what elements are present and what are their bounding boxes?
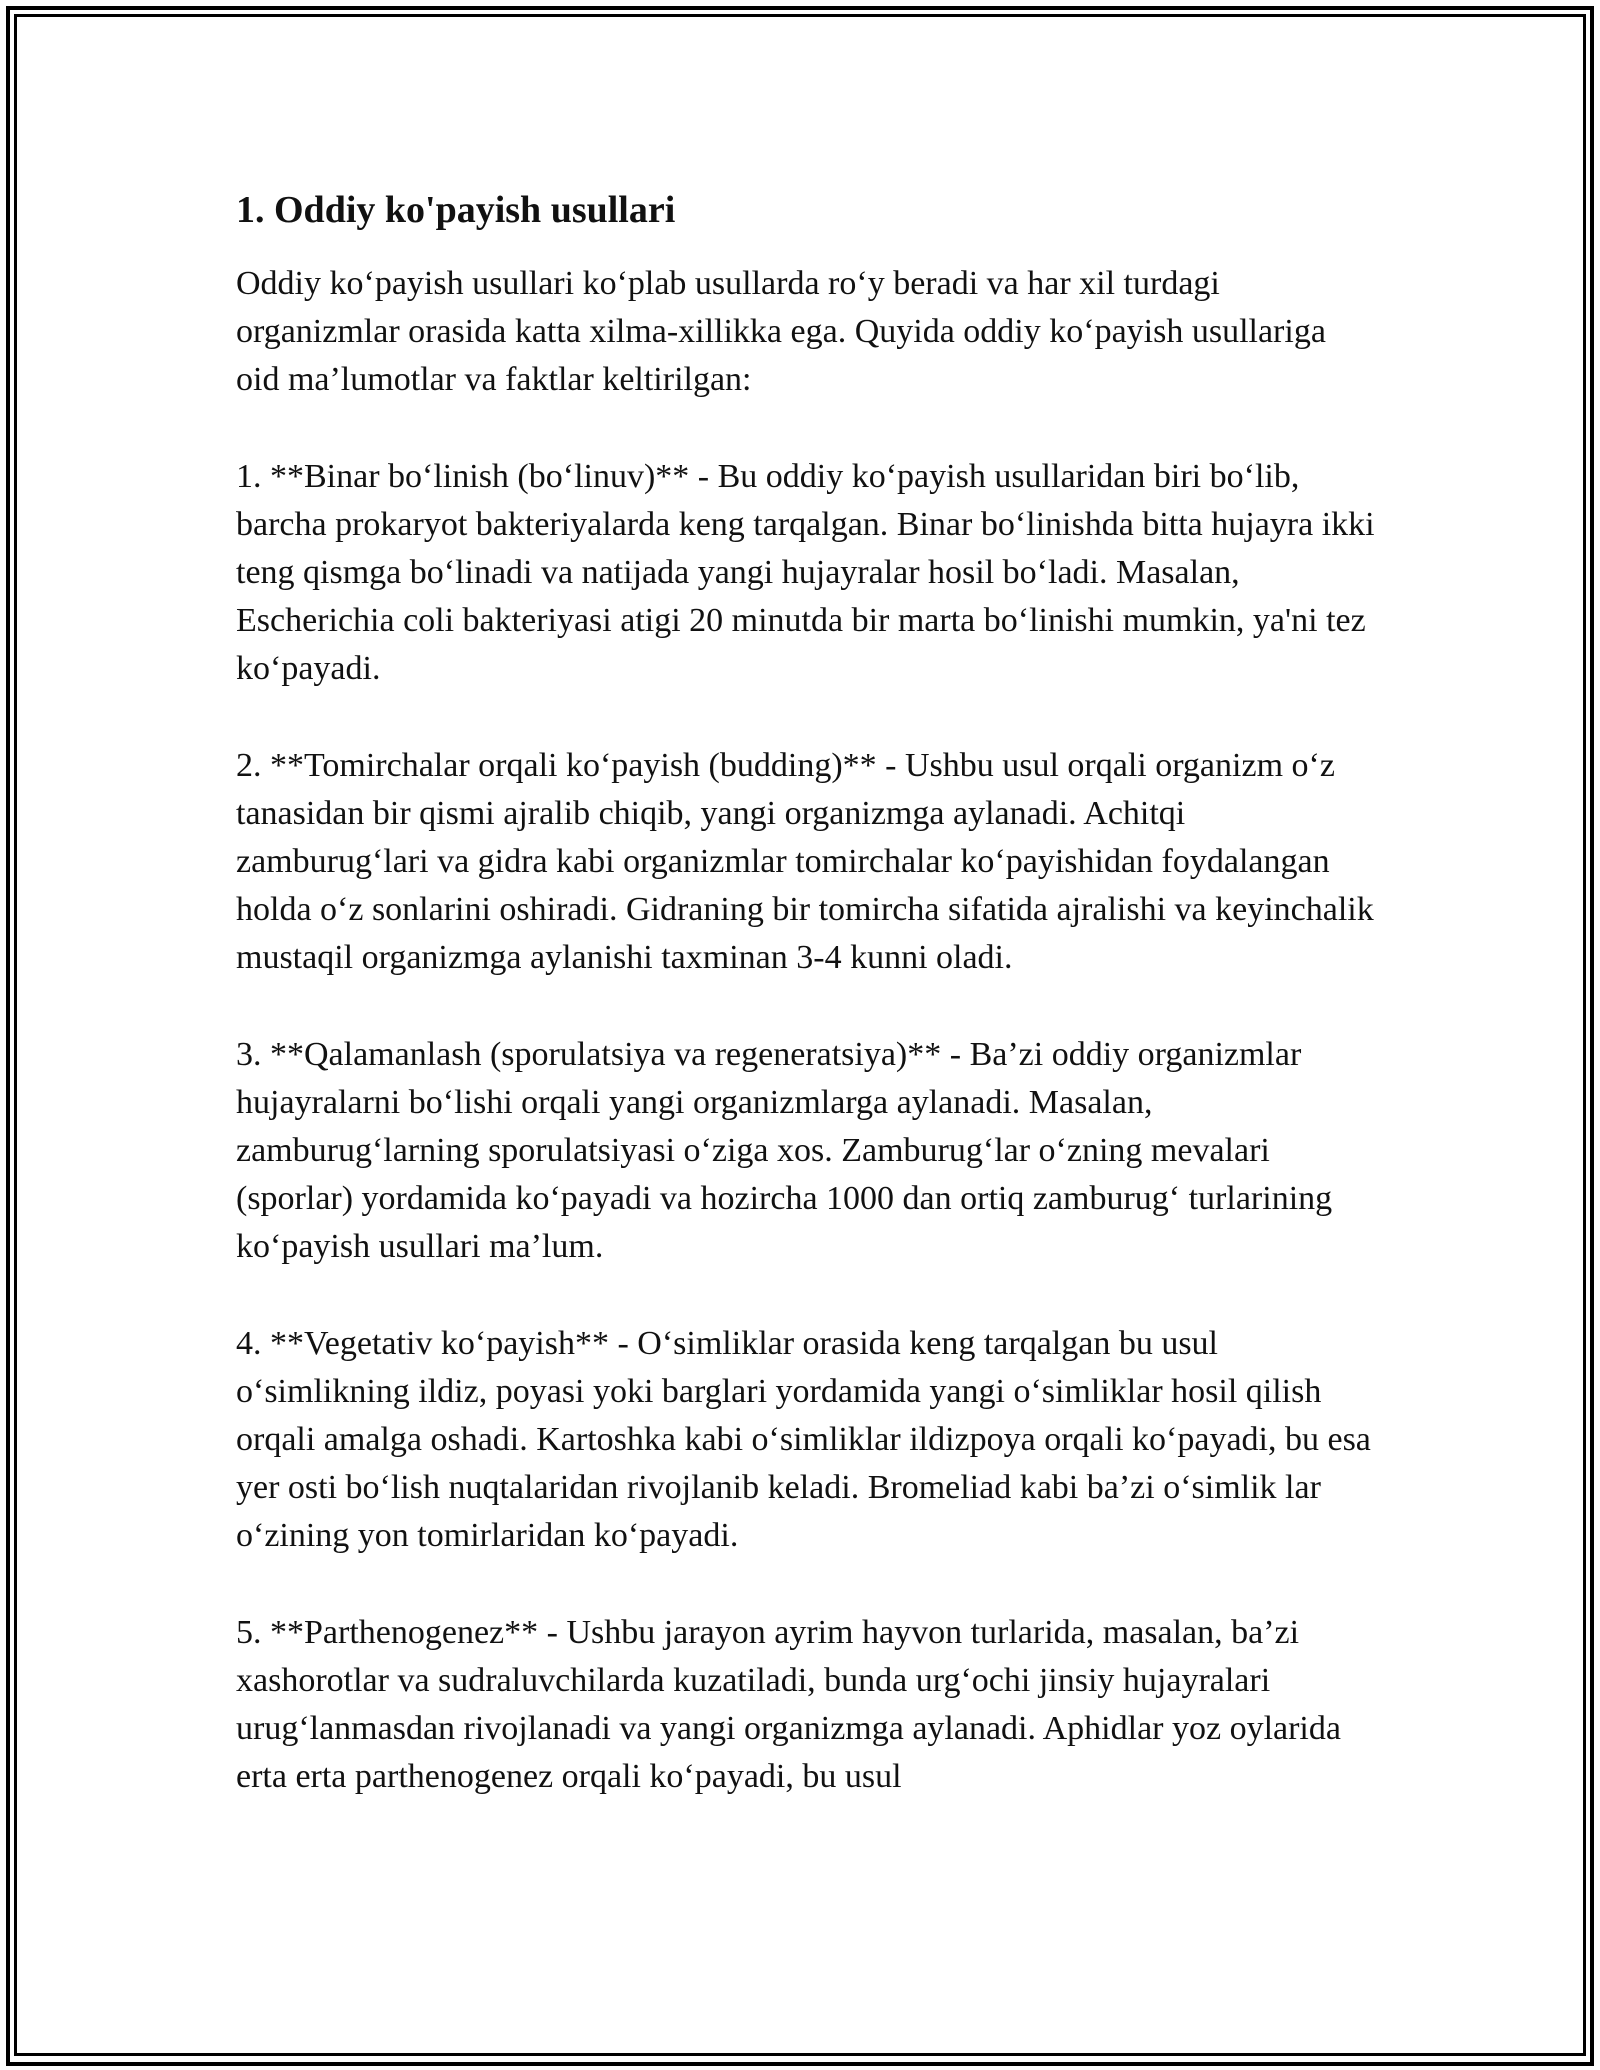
sporulation-paragraph: 3. **Qalamanlash (sporulatsiya va regeneratsiya)** - Ba’zi oddiy organizmlar hujayralarni bo‘lishi orqali yangi organizmlarga aylanadi. Masalan, zamburug‘larning sporulatsiyasi o‘ziga xos. Zamburug‘lar o‘zning mevalari (sporlar) yordamida ko‘payadi va hozircha 1000 dan ortiq zamburug‘ turlarining ko‘payish usullari ma’lum. bbox=[236, 1035, 1333, 1266]
parthenogenesis-paragraph: 5. **Parthenogenez** - Ushbu jarayon ayrim hayvon turlarida, masalan, ba’zi xashorotlar va sudraluvchilarda kuzatiladi, bunda urg‘ochi jinsiy hujayralari urug‘lanmasdan rivojlanadi va yangi organizmga aylanadi. Aphidlar yoz oylarida erta erta parthenogenez orqali ko‘payadi, bu usul bbox=[236, 1613, 1341, 1796]
binary-fission-paragraph: 1. **Binar bo‘linish (bo‘linuv)** - Bu oddiy ko‘payish usullaridan biri bo‘lib, barcha prokaryot bakteriyalarda keng tarqalgan. Binar bo‘linishda bitta hujayra ikki teng qismga bo‘linadi va natijada yangi hujayralar hosil bo‘ladi. Masalan, Escherichia coli bakteriyasi atigi 20 minutda bir marta bo‘linishi mumkin, ya'ni tez ko‘payadi. bbox=[236, 457, 1375, 688]
document-title: 1. Oddiy ko'payish usullari bbox=[236, 189, 676, 231]
budding-paragraph: 2. **Tomirchalar orqali ko‘payish (budding)** - Ushbu usul orqali organizm o‘z tanasidan bir qismi ajralib chiqib, yangi organizmga aylanadi. Achitqi zamburug‘lari va gidra kabi organizmlar tomirchalar ko‘payishidan foydalangan holda o‘z sonlarini oshiradi. Gidraning bir tomircha sifatida ajralishi va keyinchalik mustaqil organizmga aylanishi taxminan 3-4 kunni oladi. bbox=[236, 746, 1374, 977]
intro-paragraph: Oddiy ko‘payish usullari ko‘plab usullarda ro‘y beradi va har xil turdagi organizmlar orasida katta xilma-xillikka ega. Quyida oddiy ko‘payish usullariga oid ma’lumotlar va faktlar keltirilgan: bbox=[236, 265, 1326, 399]
document-body bbox=[236, 186, 1376, 1849]
vegetative-paragraph: 4. **Vegetativ ko‘payish** - O‘simliklar orasida keng tarqalgan bu usul o‘simlikning ildiz, poyasi yoki barglari yordamida yangi o‘simliklar hosil qilish orqali amalga oshadi. Kartoshka kabi o‘simliklar ildizpoya orqali ko‘payadi, bu esa yer osti bo‘lish nuqtalaridan rivojlanib keladi. Bromeliad kabi ba’zi o‘simlik lar o‘zining yon tomirlaridan ko‘payadi. bbox=[236, 1324, 1371, 1555]
